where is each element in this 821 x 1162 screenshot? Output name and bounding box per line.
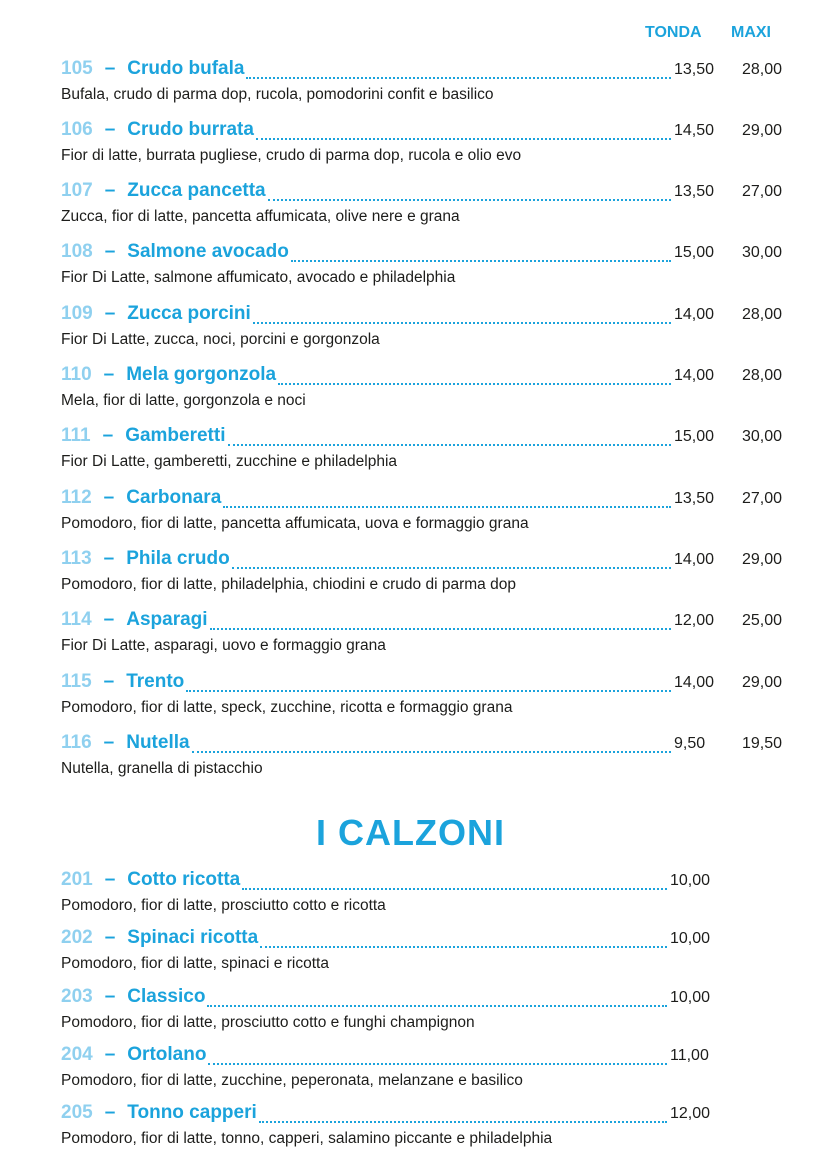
price-maxi: 19,50: [741, 735, 782, 752]
item-dash: –: [104, 241, 116, 262]
dot-leader: [278, 383, 671, 385]
price-tonda: 12,00: [674, 612, 715, 629]
menu-item-header: [61, 671, 791, 697]
item-name: Carbonara: [126, 487, 222, 508]
menu-item-header: [61, 1102, 722, 1128]
item-dash: –: [103, 487, 115, 508]
price-tonda: 15,00: [674, 244, 715, 261]
item-dash: –: [103, 609, 115, 630]
item-number: 116: [61, 732, 92, 753]
item-name: Mela gorgonzola: [126, 364, 277, 385]
item-name: Classico: [127, 986, 206, 1007]
item-name: Cotto ricotta: [127, 869, 241, 890]
item-dash: –: [104, 1102, 116, 1123]
item-dash: –: [104, 986, 116, 1007]
dot-leader: [268, 199, 671, 201]
menu-item: [61, 732, 791, 778]
item-description: Pomodoro, fior di latte, tonno, capperi, salamino piccante e philadelphia: [61, 1130, 553, 1147]
dot-leader: [186, 690, 671, 692]
menu-item: [61, 1044, 722, 1090]
item-description: Pomodoro, fior di latte, philadelphia, chiodini e crudo di parma dop: [61, 576, 516, 593]
item-description: Pomodoro, fior di latte, prosciutto cotto e ricotta: [61, 897, 386, 914]
item-description: Pomodoro, fior di latte, prosciutto cotto e funghi champignon: [61, 1014, 475, 1031]
item-description: Fior di latte, burrata pugliese, crudo di parma dop, rucola e olio evo: [61, 147, 522, 164]
section-title-calzoni: I CALZONI: [316, 812, 505, 853]
item-dash: –: [104, 869, 116, 890]
menu-item: [61, 671, 791, 717]
item-description: Mela, fior di latte, gorgonzola e noci: [61, 392, 306, 409]
item-description: Fior Di Latte, asparagi, uovo e formaggio grana: [61, 637, 386, 654]
menu-item: [61, 58, 791, 104]
column-header-tonda: TONDA: [645, 24, 702, 41]
price-tonda: 13,50: [674, 61, 715, 78]
item-name: Gamberetti: [125, 425, 226, 446]
item-description: Nutella, granella di pistacchio: [61, 760, 263, 777]
item-number: 115: [61, 671, 92, 692]
price-maxi: 30,00: [741, 244, 782, 261]
item-description: Zucca, fior di latte, pancetta affumicata, olive nere e grana: [61, 208, 460, 225]
price: 11,00: [670, 1047, 709, 1064]
dot-leader: [223, 506, 671, 508]
item-dash: –: [104, 180, 116, 201]
item-dash: –: [102, 425, 114, 446]
item-number: 114: [61, 609, 92, 630]
item-number: 108: [61, 241, 93, 262]
item-description: Pomodoro, fior di latte, spinaci e ricotta: [61, 955, 329, 972]
dot-leader: [259, 1121, 667, 1123]
price-maxi: 27,00: [741, 490, 782, 507]
price-maxi: 28,00: [741, 61, 782, 78]
price: 10,00: [670, 989, 711, 1006]
item-name: Crudo bufala: [127, 58, 245, 79]
item-description: Bufala, crudo di parma dop, rucola, pomodorini confit e basilico: [61, 86, 494, 103]
menu-item: [61, 119, 791, 165]
item-dash: –: [104, 1044, 116, 1065]
price-maxi: 30,00: [741, 428, 782, 445]
item-number: 109: [61, 303, 93, 324]
menu-item-header: [61, 927, 722, 953]
column-header-maxi: MAXI: [731, 24, 771, 41]
item-number: 110: [61, 364, 92, 385]
dot-leader: [291, 260, 671, 262]
item-number: 112: [61, 487, 92, 508]
item-number: 201: [61, 869, 93, 890]
menu-item-header: [61, 1044, 722, 1070]
item-dash: –: [103, 671, 115, 692]
price-tonda: 14,00: [674, 367, 715, 384]
price-tonda: 14,00: [674, 551, 715, 568]
item-name: Trento: [126, 671, 185, 692]
item-dash: –: [104, 119, 116, 140]
price-tonda: 14,00: [674, 674, 715, 691]
price: 10,00: [670, 930, 711, 947]
dot-leader: [207, 1005, 667, 1007]
price-maxi: 28,00: [741, 306, 782, 323]
menu-item: [61, 241, 791, 287]
item-number: 111: [61, 425, 91, 446]
price-maxi: 27,00: [741, 183, 782, 200]
item-dash: –: [104, 58, 116, 79]
menu-item-header: [61, 425, 791, 451]
item-number: 203: [61, 986, 93, 1007]
menu-item: [61, 927, 722, 973]
item-name: Zucca porcini: [127, 303, 251, 324]
menu-item-header: [61, 487, 791, 513]
menu-item: [61, 609, 791, 655]
menu-item-header: [61, 609, 791, 635]
price-tonda: 15,00: [674, 428, 715, 445]
price-maxi: 29,00: [741, 674, 782, 691]
item-dash: –: [103, 364, 115, 385]
menu-item: [61, 425, 791, 471]
item-description: Fior Di Latte, gamberetti, zucchine e philadelphia: [61, 453, 398, 470]
item-name: Zucca pancetta: [127, 180, 266, 201]
dot-leader: [253, 322, 671, 324]
dot-leader: [228, 444, 672, 446]
item-description: Fior Di Latte, salmone affumicato, avocado e philadelphia: [61, 269, 456, 286]
menu-item: [61, 869, 722, 915]
item-number: 106: [61, 119, 93, 140]
price: 12,00: [670, 1105, 711, 1122]
price-tonda: 9,50: [674, 735, 706, 752]
item-name: Phila crudo: [126, 548, 230, 569]
item-name: Asparagi: [126, 609, 208, 630]
item-name: Nutella: [126, 732, 190, 753]
menu-item-header: [61, 869, 722, 895]
price-maxi: 29,00: [741, 122, 782, 139]
item-number: 107: [61, 180, 93, 201]
menu-item-header: [61, 241, 791, 267]
price-tonda: 14,00: [674, 306, 715, 323]
dot-leader: [246, 77, 671, 79]
menu-item-header: [61, 119, 791, 145]
item-description: Pomodoro, fior di latte, pancetta affumicata, uova e formaggio grana: [61, 515, 529, 532]
item-name: Crudo burrata: [127, 119, 254, 140]
price-tonda: 14,50: [674, 122, 715, 139]
price-maxi: 28,00: [741, 367, 782, 384]
price-maxi: 25,00: [741, 612, 782, 629]
item-number: 113: [61, 548, 92, 569]
dot-leader: [242, 888, 667, 890]
item-number: 205: [61, 1102, 93, 1123]
menu-item-header: [61, 732, 791, 758]
menu-item: [61, 303, 791, 349]
menu-item: [61, 487, 791, 533]
item-description: Pomodoro, fior di latte, speck, zucchine, ricotta e formaggio grana: [61, 699, 513, 716]
menu-item: [61, 1102, 722, 1148]
item-number: 202: [61, 927, 93, 948]
menu-item: [61, 548, 791, 594]
item-name: Tonno capperi: [127, 1102, 257, 1123]
menu-item: [61, 364, 791, 410]
item-name: Ortolano: [127, 1044, 207, 1065]
price-tonda: 13,50: [674, 183, 715, 200]
menu-item-header: [61, 58, 791, 84]
dot-leader: [208, 1063, 667, 1065]
item-description: Pomodoro, fior di latte, zucchine, peperonata, melanzane e basilico: [61, 1072, 523, 1089]
price: 10,00: [670, 872, 711, 889]
item-name: Spinaci ricotta: [127, 927, 259, 948]
dot-leader: [256, 138, 671, 140]
item-number: 105: [61, 58, 93, 79]
menu-item: [61, 180, 791, 226]
item-name: Salmone avocado: [127, 241, 289, 262]
item-dash: –: [104, 927, 116, 948]
menu-item-header: [61, 548, 791, 574]
item-dash: –: [104, 303, 116, 324]
item-number: 204: [61, 1044, 93, 1065]
menu-item-header: [61, 364, 791, 390]
menu-item-header: [61, 303, 791, 329]
price-maxi: 29,00: [741, 551, 782, 568]
menu-item: [61, 986, 722, 1032]
item-dash: –: [103, 548, 115, 569]
dot-leader: [192, 751, 671, 753]
dot-leader: [210, 628, 671, 630]
item-dash: –: [103, 732, 115, 753]
menu-item-header: [61, 986, 722, 1012]
item-description: Fior Di Latte, zucca, noci, porcini e gorgonzola: [61, 331, 380, 348]
dot-leader: [260, 946, 667, 948]
menu-item-header: [61, 180, 791, 206]
price-tonda: 13,50: [674, 490, 715, 507]
dot-leader: [232, 567, 671, 569]
